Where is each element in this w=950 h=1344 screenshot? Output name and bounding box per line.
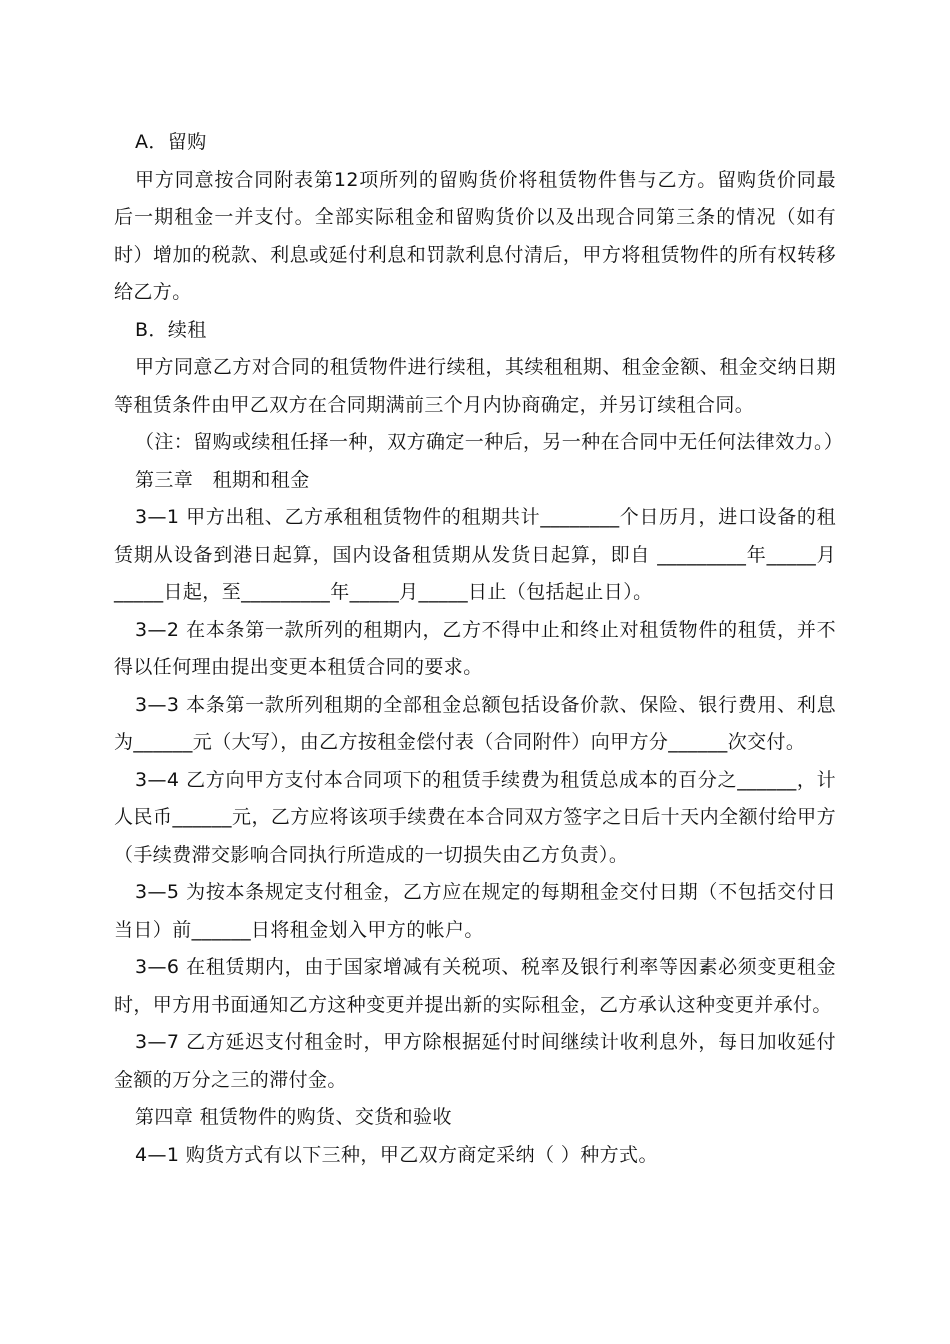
option-a-heading: A．留购 [135, 131, 207, 153]
clause-3-7: 3—7 乙方延迟支付租金时，甲方除根据延付时间继续计收利息外，每日加收延付金额的万分之三的滞付金。 [114, 1031, 836, 1091]
clause-3-6: 3—6 在租赁期内，由于国家增减有关税项、税率及银行利率等因素必须变更租金时，甲方用书面通知乙方这种变更并提出新的实际租金，乙方承认这种变更并承付。 [114, 956, 836, 1016]
clause-3-2: 3—2 在本条第一款所列的租期内，乙方不得中止和终止对租赁物件的租赁，并不得以任何理由提出变更本租赁合同的要求。 [114, 618, 836, 678]
option-b-heading: B．续租 [135, 318, 207, 341]
clause-3-1: 3—1 甲方出租、乙方承租租赁物件的租期共计________个日历月，进口设备的租赁期从设备到港日起算，国内设备租赁期从发货日起算，即自 _________年_____月_____日起，至_________年_____月_____日止（包括起止日）。 [114, 506, 836, 603]
note-paragraph: （注：留购或续租任择一种，双方确定一种后，另一种在合同中无任何法律效力。） [135, 431, 844, 453]
clause-4-1: 4—1 购货方式有以下三种，甲乙双方商定采纳（ ）种方式。 [135, 1143, 658, 1166]
option-b-paragraph: 甲方同意乙方对合同的租赁物件进行续租，其续租租期、租金金额、租金交纳日期等租赁条件由甲乙双方在合同期满前三个月内协商确定，并另订续租合同。 [114, 356, 836, 416]
document-body [114, 124, 844, 1174]
clause-3-5: 3—5 为按本条规定支付租金，乙方应在规定的每期租金交付日期（不包括交付日当日）前______日将租金划入甲方的帐户。 [114, 881, 836, 941]
clause-3-4: 3—4 乙方向甲方支付本合同项下的租赁手续费为租赁总成本的百分之______，计人民币______元，乙方应将该项手续费在本合同双方签字之日后十天内全额付给甲方（手续费滞交影响合同执行所造成的一切损失由乙方负责）。 [114, 768, 836, 866]
chapter-4-heading: 第四章 租赁物件的购货、交货和验收 [135, 1106, 452, 1128]
chapter-3-heading: 第三章 租期和租金 [135, 468, 310, 491]
clause-3-3: 3—3 本条第一款所列租期的全部租金总额包括设备价款、保险、银行费用、利息为______元（大写），由乙方按租金偿付表（合同附件）向甲方分______次交付。 [114, 693, 836, 753]
option-a-paragraph: 甲方同意按合同附表第12项所列的留购货价将租赁物件售与乙方。留购货价同最后一期租金一并支付。全部实际租金和留购货价以及出现合同第三条的情况（如有时）增加的税款、利息或延付利息和罚款利息付清后，甲方将租赁物件的所有权转移给乙方。 [114, 168, 836, 303]
